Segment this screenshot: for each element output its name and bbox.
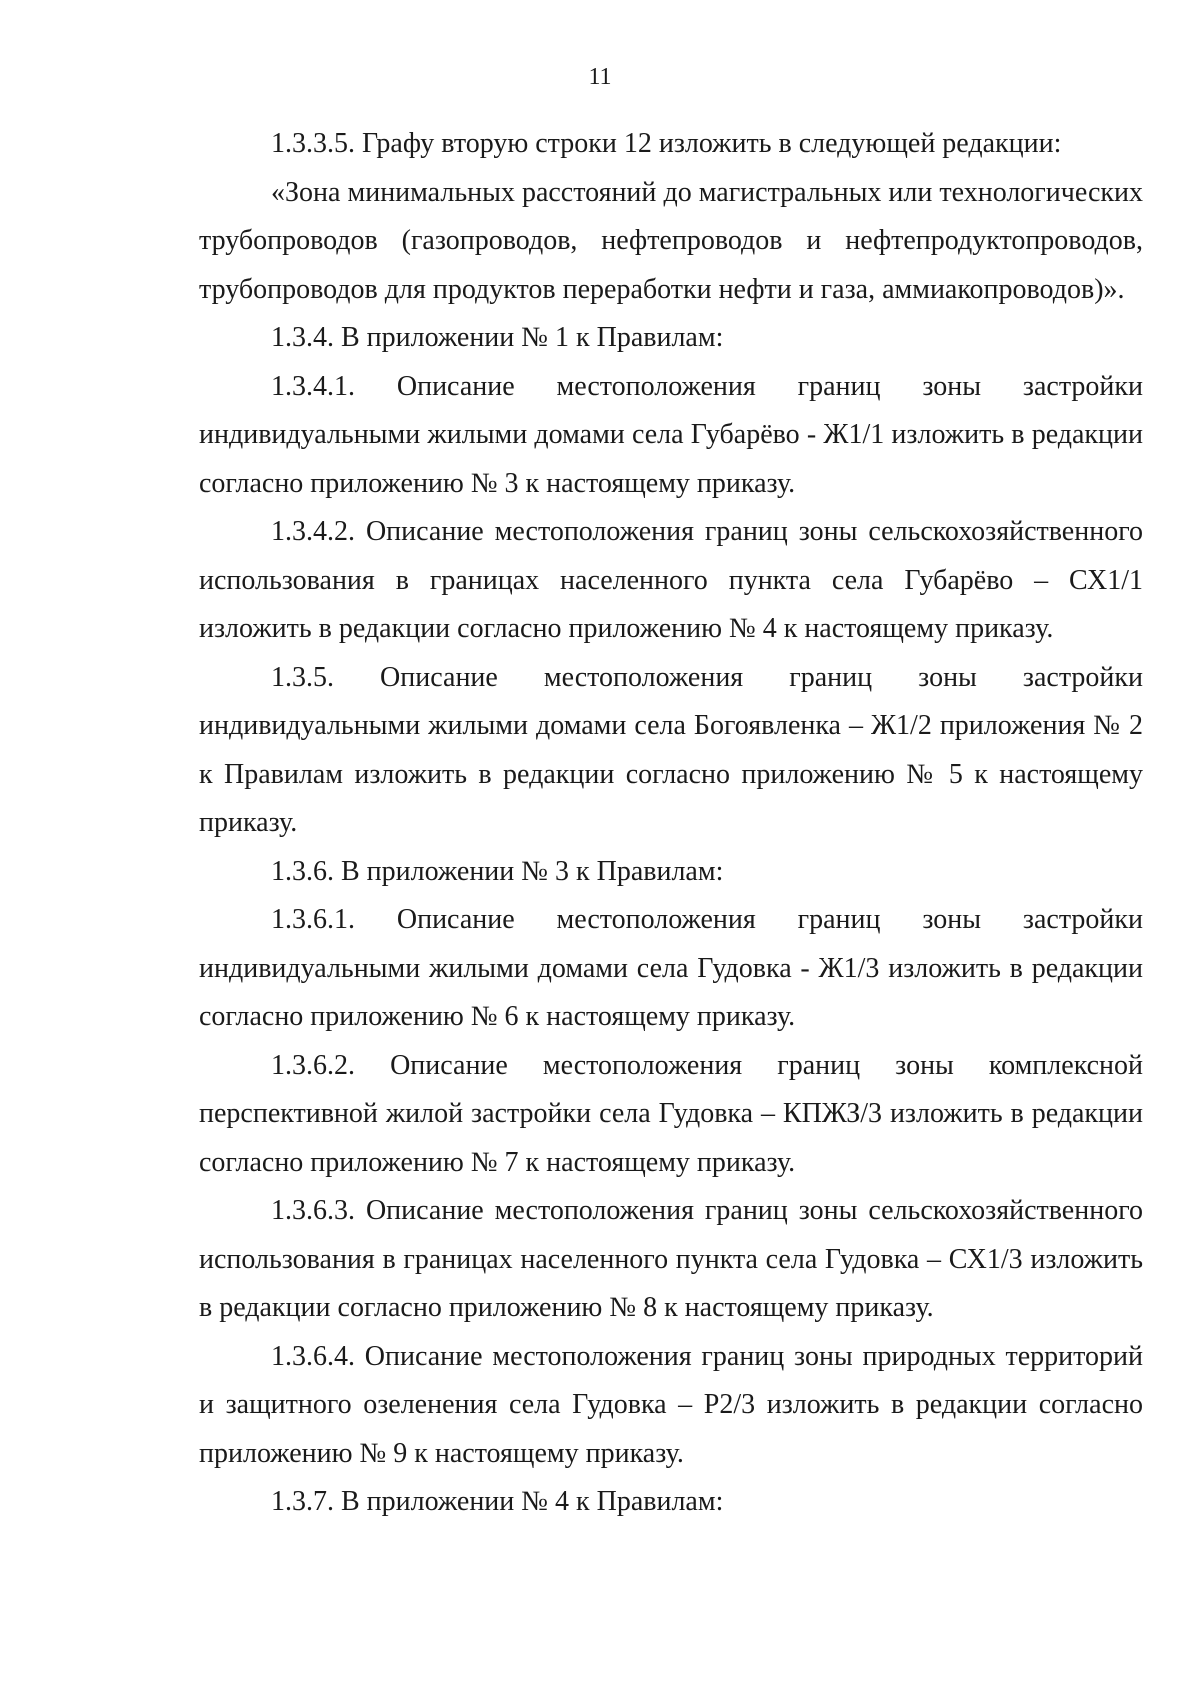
paragraph-zone-definition: «Зона минимальных расстояний до магистральных или технологических трубопроводов (газопроводов, нефтепроводов и нефтепродуктопроводов, трубопроводов для продуктов переработки нефти и газа, аммиакопроводов)». — [199, 176, 1143, 305]
paragraph-1-3-6-4: 1.3.6.4. Описание местоположения границ зоны природных территорий и защитного озеленения села Гудовка – Р2/3 изложить в редакции согласно приложению № 9 к настоящему приказу. — [199, 1340, 1143, 1469]
paragraph-1-3-4: 1.3.4. В приложении № 1 к Правилам: — [271, 322, 724, 353]
paragraph-1-3-6-3: 1.3.6.3. Описание местоположения границ зоны сельскохозяйственного использования в границах населенного пункта села Гудовка – СХ1/3 изложить в редакции согласно приложению № 8 к настоящему приказу. — [199, 1195, 1143, 1323]
paragraph-1-3-7: 1.3.7. В приложении № 4 к Правилам: — [271, 1486, 724, 1517]
paragraph-1-3-6-1: 1.3.6.1. Описание местоположения границ зоны застройки индивидуальными жилыми домами села Гудовка - Ж1/3 изложить в редакции согласно приложению № 6 к настоящему приказу. — [199, 904, 1143, 1032]
paragraph-1-3-6: 1.3.6. В приложении № 3 к Правилам: — [271, 855, 724, 887]
paragraph-1-3-4-2: 1.3.4.2. Описание местоположения границ зоны сельскохозяйственного использования в границах населенного пункта села Губарёво – СХ1/1 изложить в редакции согласно приложению № 4 к настоящему приказу. — [199, 516, 1143, 644]
paragraph-1-3-4-1: 1.3.4.1. Описание местоположения границ зоны застройки индивидуальными жилыми домами села Губарёво - Ж1/1 изложить в редакции согласно приложению № 3 к настоящему приказу. — [199, 370, 1143, 499]
page-number: 11 — [588, 64, 612, 90]
paragraph-1-3-3-5: 1.3.3.5. Графу вторую строки 12 изложить в следующей редакции: — [271, 128, 1062, 159]
paragraph-1-3-5: 1.3.5. Описание местоположения границ зоны застройки индивидуальными жилыми домами села Богоявленка – Ж1/2 приложения № 2 к Правилам изложить в редакции согласно приложению № 5 к настоящему приказу. — [199, 661, 1143, 838]
document-body — [199, 120, 1143, 1527]
paragraph-1-3-6-2: 1.3.6.2. Описание местоположения границ зоны комплексной перспективной жилой застройки села Гудовка – КПЖЗ/3 изложить в редакции согласно приложению № 7 к настоящему приказу. — [199, 1049, 1143, 1178]
